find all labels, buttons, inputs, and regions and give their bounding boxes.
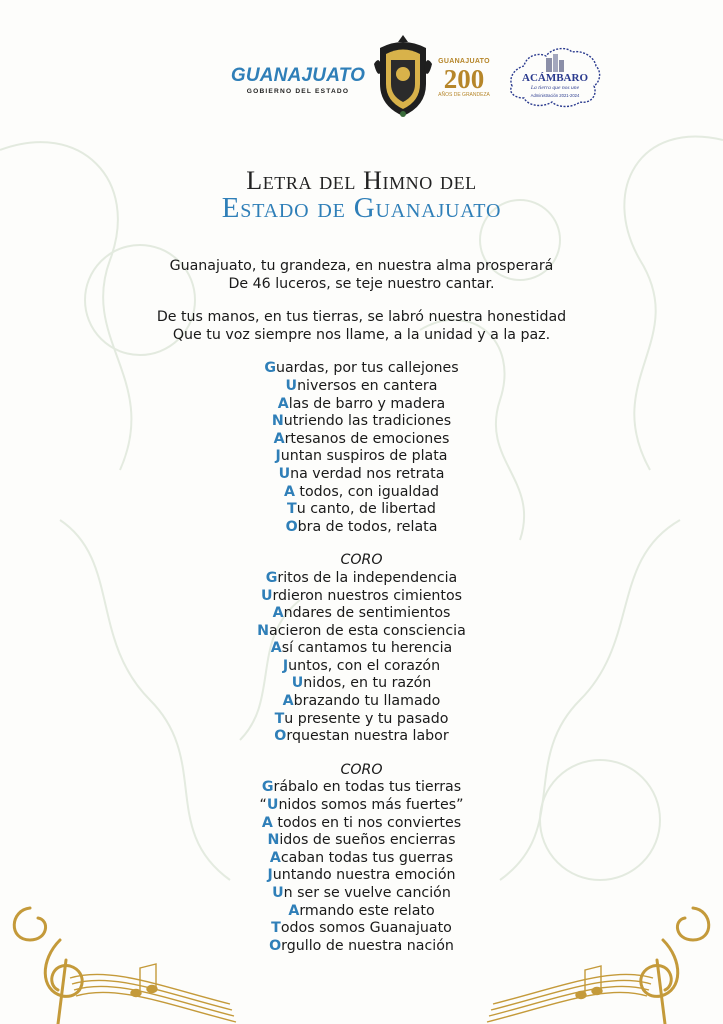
- acrostic-initial: A: [283, 483, 295, 500]
- acrostic-initial: U: [291, 675, 304, 692]
- lyric-line: [0, 360, 723, 378]
- lyric-line-prefix: “: [259, 797, 267, 814]
- acrostic-initial: J: [282, 657, 289, 674]
- bicentenario-sub: AÑOS DE GRANDEZA: [438, 92, 490, 98]
- lyric-line: [0, 570, 723, 588]
- lyric-line-rest: n ser se vuelve canción: [283, 885, 451, 901]
- acrostic-initial: A: [272, 605, 284, 622]
- lyric-line-rest: untos, con el corazón: [288, 657, 441, 674]
- lyric-line: [0, 605, 723, 623]
- document-title-line2: Estado de Guanajuato: [221, 192, 502, 224]
- acrostic-initial: T: [287, 501, 297, 518]
- bicentenario-logo: [436, 57, 492, 103]
- lyric-line: De 46 luceros, se teje nuestro cantar.: [228, 275, 495, 292]
- bicentenario-number: 200: [443, 64, 485, 94]
- lyric-line: [0, 850, 723, 868]
- document-title-line1: Letra del Himno del: [246, 166, 477, 195]
- lyric-line: [0, 797, 723, 815]
- lyric-line: [0, 728, 723, 746]
- acrostic-initial: N: [257, 622, 270, 639]
- acambaro-logo: [506, 42, 604, 112]
- acrostic-initial: G: [261, 779, 274, 796]
- lyric-line: [0, 588, 723, 606]
- acrostic-initial: N: [271, 413, 284, 430]
- acrostic-initial: U: [260, 587, 273, 604]
- lyric-line-rest: rdieron nuestros cimientos: [272, 587, 463, 604]
- lyric-line-rest: ndares de sentimientos: [283, 605, 451, 622]
- acrostic-stanza-2: [0, 552, 723, 746]
- treble-clef-icon: [641, 908, 709, 1024]
- lyric-line-rest: nidos somos más fuertes”: [278, 797, 464, 814]
- lyric-line: Guanajuato, tu grandeza, en nuestra alma prosperará: [169, 258, 554, 274]
- lyric-line: [0, 378, 723, 396]
- lyric-line-rest: todos, con igualdad: [294, 483, 440, 500]
- lyric-line-rest: uardas, por tus callejones: [275, 360, 459, 377]
- acrostic-initial: G: [265, 569, 278, 586]
- lyric-line: [0, 448, 723, 466]
- lyric-line-rest: rmando este relato: [299, 902, 435, 919]
- acrostic-initial: O: [285, 518, 298, 535]
- lyric-line: [0, 431, 723, 449]
- lyric-line-rest: acieron de esta consciencia: [269, 622, 466, 639]
- treble-clef-icon: [14, 908, 82, 1024]
- lyric-line-rest: sí cantamos tu herencia: [281, 640, 453, 657]
- acrostic-initial: U: [266, 797, 279, 814]
- footer-music-ornaments: [0, 900, 723, 1024]
- lyric-line-rest: rábalo en todas tus tierras: [273, 779, 462, 796]
- intro-verse-1: [0, 258, 723, 293]
- lyric-line-rest: na verdad nos retrata: [290, 465, 445, 482]
- lyric-line: De tus manos, en tus tierras, se labró nuestra honestidad: [156, 309, 567, 326]
- lyric-line-rest: caban todas tus guerras: [280, 849, 454, 866]
- music-notes-icon: [487, 966, 653, 1022]
- lyric-line: [0, 867, 723, 885]
- lyric-line-rest: brazando tu llamado: [293, 693, 441, 710]
- acambaro-logo-name: ACÁMBARO: [522, 72, 588, 84]
- gobierno-guanajuato-logo: [228, 66, 368, 106]
- hymn-lyrics: [0, 258, 723, 971]
- lyric-line: [0, 413, 723, 431]
- acrostic-initial: T: [274, 710, 285, 727]
- lyric-line: [0, 832, 723, 850]
- acrostic-initial: A: [288, 902, 300, 919]
- lyric-line-rest: idos de sueños encierras: [279, 832, 456, 849]
- lyric-line-rest: u presente y tu pasado: [284, 710, 449, 727]
- lyric-line: [0, 675, 723, 693]
- music-notes-icon: [70, 964, 236, 1022]
- lyric-line-rest: todos en ti nos conviertes: [272, 814, 462, 831]
- lyric-line: [0, 815, 723, 833]
- lyric-line: [0, 711, 723, 729]
- acrostic-initial: U: [285, 377, 298, 394]
- lyric-line-rest: utriendo las tradiciones: [283, 413, 452, 430]
- lyric-line-rest: las de barro y madera: [288, 395, 446, 412]
- lyric-line-rest: bra de todos, relata: [297, 518, 438, 535]
- intro-verse-2: [0, 309, 723, 344]
- lyric-line-rest: u canto, de libertad: [296, 501, 436, 518]
- acrostic-stanza-1: [0, 360, 723, 536]
- acrostic-initial: U: [272, 885, 284, 901]
- lyric-line-rest: nidos, en tu razón: [303, 675, 432, 692]
- lyric-line-rest: untan suspiros de plata: [280, 448, 448, 465]
- lyric-line: [0, 779, 723, 797]
- acrostic-initial: J: [267, 867, 273, 884]
- acrostic-initial: N: [267, 832, 280, 849]
- lyric-line: [0, 693, 723, 711]
- acambaro-logo-slogan: La tierra que nos une: [530, 85, 580, 91]
- acrostic-initial: G: [264, 360, 276, 377]
- lyric-line-rest: rtesanos de emociones: [284, 430, 450, 447]
- acrostic-initial: T: [271, 920, 281, 937]
- lyric-line-rest: rquestan nuestra labor: [286, 728, 449, 745]
- lyric-line: [0, 466, 723, 484]
- coro-label: CORO: [340, 552, 383, 569]
- acrostic-initial: U: [278, 465, 291, 482]
- lyric-line: [0, 396, 723, 414]
- lyric-line-rest: ritos de la independencia: [277, 569, 458, 586]
- acrostic-initial: O: [274, 728, 287, 745]
- lyric-line-rest: untando nuestra emoción: [272, 867, 456, 884]
- acrostic-initial: A: [282, 693, 294, 710]
- lyric-line: Que tu voz siempre nos llame, a la unidad y a la paz.: [172, 326, 551, 343]
- gobierno-logo-word: GUANAJUATO: [230, 65, 366, 86]
- coro-label: CORO: [340, 761, 383, 778]
- acrostic-initial: A: [273, 430, 285, 447]
- bicentenario-top: GUANAJUATO: [438, 58, 490, 65]
- acrostic-initial: O: [269, 937, 282, 954]
- acrostic-initial: A: [277, 395, 289, 412]
- lyric-line: [0, 484, 723, 502]
- acrostic-initial: A: [261, 814, 273, 831]
- acambaro-logo-years: Administración 2021-2024: [530, 93, 580, 98]
- lyric-line: [0, 623, 723, 641]
- state-coat-of-arms-icon: [372, 34, 434, 120]
- acrostic-initial: A: [270, 640, 282, 657]
- lyric-line-rest: odos somos Guanajuato: [280, 920, 452, 937]
- gobierno-logo-sub: GOBIERNO DEL ESTADO: [246, 88, 350, 95]
- acrostic-initial: A: [269, 849, 281, 866]
- lyric-line: [0, 519, 723, 537]
- lyric-line: [0, 658, 723, 676]
- lyric-line-rest: rgullo de nuestra nación: [281, 937, 454, 954]
- acrostic-initial: J: [275, 448, 281, 465]
- lyric-line-rest: niversos en cantera: [297, 377, 438, 394]
- lyric-line: [0, 640, 723, 658]
- lyric-line: [0, 501, 723, 519]
